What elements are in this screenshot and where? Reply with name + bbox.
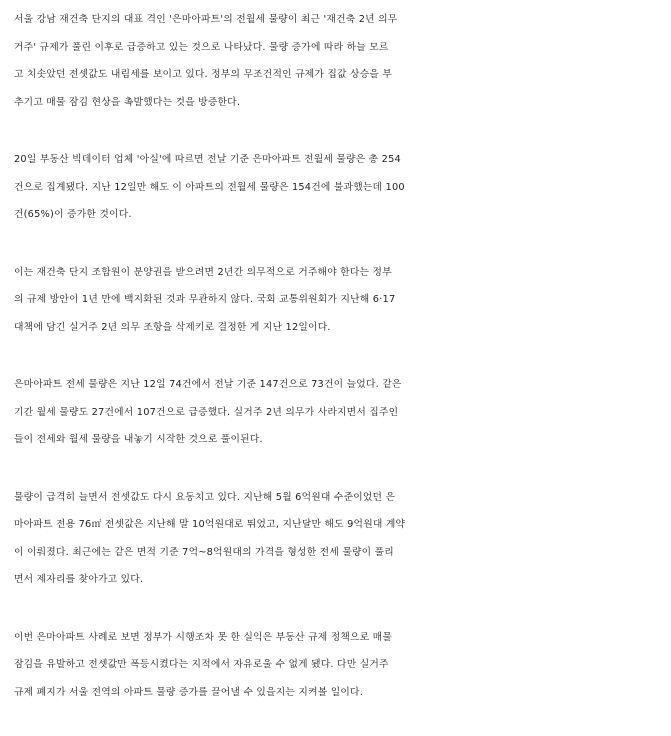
text-line: 은마아파트 전세 물량은 지난 12일 74건에서 전날 기준 147건으로 73건이 늘었다. 같은 <box>14 379 402 390</box>
text-line: 기간 월세 물량도 27건에서 107건으로 급증했다. 실거주 2년 의무가 사라지면서 집주인 <box>14 406 399 418</box>
text-line: 건(65%)이 증가한 것이다. <box>14 209 132 220</box>
text-line: 고 치솟았던 전셋값도 내림세를 보이고 있다. 정부의 무조건적인 규제가 집값 상승을 부 <box>14 69 393 80</box>
article-body <box>14 6 662 736</box>
text-line: 대책에 담긴 실거주 2년 의무 조항을 삭제키로 결정한 게 지난 12일이다. <box>14 321 331 333</box>
text-line: 20일 부동산 빅데이터 업체 '아실'에 따르면 전날 기준 은마아파트 전월세 물량은 총 254 <box>14 154 401 165</box>
text-line: 이번 은마아파트 사례로 보면 정부가 시행조차 못 한 실익은 부동산 규제 정책으로 매물 <box>14 631 393 643</box>
text-line: 면서 제자리를 찾아가고 있다. <box>14 574 144 585</box>
text-line: 의 규제 방안이 1년 만에 백지화된 것과 무관하지 않다. 국회 교통위원회가 지난해 6·17 <box>14 294 396 305</box>
text-line: 이 이뤄졌다. 최근에는 같은 면적 기준 7억~8억원대의 가격을 형성한 전세 물량이 풀리 <box>14 546 394 558</box>
text-line: 들이 전세와 월세 물량을 내놓기 시작한 것으로 풀이된다. <box>14 434 263 445</box>
text-line: 서울 강남 재건축 단지의 대표 격인 '은마아파트'의 전월세 물량이 최근 '재건축 2년 의무 <box>14 14 398 25</box>
paragraph-6 <box>14 624 662 707</box>
paragraph-2 <box>14 146 662 229</box>
text-line: 거주' 규제가 풀린 이후로 급증하고 있는 것으로 나타났다. 물량 증가에 따라 하늘 모르 <box>14 41 389 53</box>
text-line: 추기고 매물 잠김 현상을 촉발했다는 것을 방증한다. <box>14 96 241 108</box>
text-line: 물량이 급격히 늘면서 전셋값도 다시 요동치고 있다. 지난해 5월 6억원대 수준이었던 은 <box>14 491 396 503</box>
paragraph-3 <box>14 259 662 342</box>
paragraph-1 <box>14 6 662 116</box>
paragraph-4 <box>14 371 662 454</box>
text-line: 규제 폐지가 서울 전역의 아파트 물량 증가를 끌어낼 수 있을지는 지켜볼 일이다. <box>14 686 364 698</box>
text-line: 건으로 집계됐다. 지난 12일만 해도 이 아파트의 전월세 물량은 154건에 불과했는데 100 <box>14 181 405 193</box>
text-line: 잠김을 유발하고 전셋값만 폭등시켰다는 지적에서 자유로울 수 없게 됐다. 다만 실거주 <box>14 659 389 670</box>
text-line: 마아파트 전용 76㎡ 전셋값은 지난해 말 10억원대로 뛰었고, 지난달만 해도 9억원대 계약 <box>14 519 406 530</box>
paragraph-5 <box>14 484 662 594</box>
text-line: 이는 재건축 단지 조합원이 분양권을 받으려면 2년간 의무적으로 거주해야 한다는 정부 <box>14 266 392 278</box>
